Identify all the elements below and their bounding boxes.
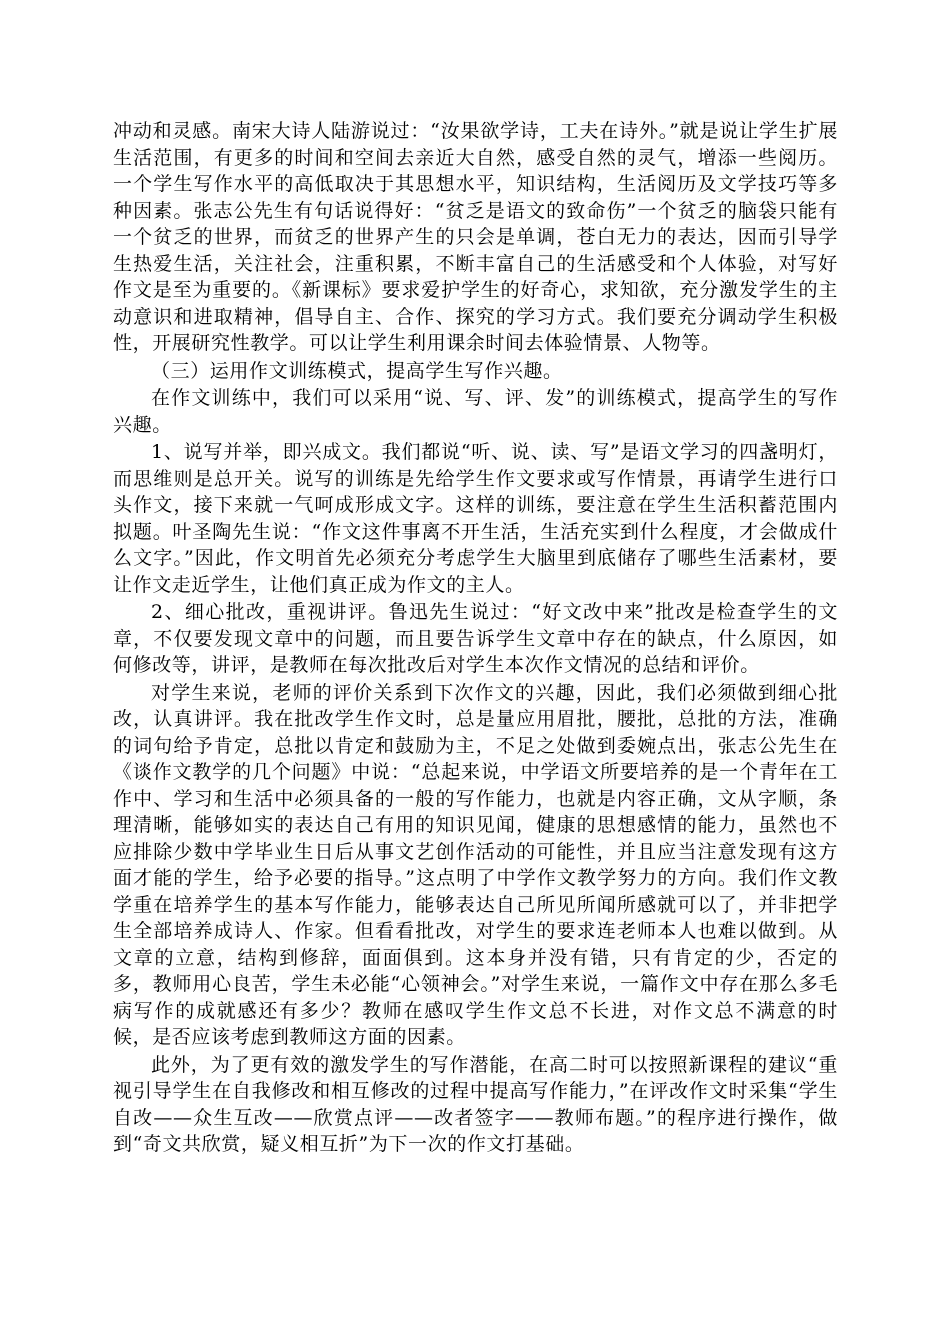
paragraph-point-1: 1、说写并举，即兴成文。我们都说“听、说、读、写”是语文学习的四盏明灯，而思维则是总开关。说写的训练是先给学生作文要求或写作情景，再请学生进行口头作文，接下来就一气呵成形成文字。这样的训练，要注意在学生生活积蓄范围内拟题。叶圣陶先生说：“作文这件事离不开生活，生活充实到什么程度，才会做成什么文字。”因此，作文明首先必须充分考虑学生大脑里到底储存了哪些生活素材，要让作文走近学生，让他们真正成为作文的主人。 <box>113 441 838 596</box>
paragraph-conclusion: 此外，为了更有效的激发学生的写作潜能，在高二时可以按照新课程的建议“重视引导学生在自我修改和相互修改的过程中提高写作能力，”在评改作文时采集“学生自改——众生互改——欣赏点评——改者签字——教师布题。”的程序进行操作，做到“奇文共欣赏，疑义相互折”为下一次的作文打基础。 <box>113 1053 838 1155</box>
paragraph-point-2: 2、细心批改，重视讲评。鲁迅先生说过：“好文改中来”批改是检查学生的文章，不仅要发现文章中的问题，而且要告诉学生文章中存在的缺点，什么原因，如何修改等，讲评，是教师在每次批改后对学生本次作文情况的总结和评价。 <box>113 601 838 676</box>
paragraph-intro: 在作文训练中，我们可以采用“说、写、评、发”的训练模式，提高学生的写作兴趣。 <box>113 387 838 436</box>
document-page <box>113 118 838 1158</box>
paragraph-evaluation: 对学生来说，老师的评价关系到下次作文的兴趣，因此，我们必须做到细心批改，认真讲评。我在批改学生作文时，总是量应用眉批，腰批，总批的方法，准确的词句给予肯定，总批以肯定和鼓励为主，不足之处做到委婉点出，张志公先生在《谈作文教学的几个问题》中说：“总起来说，中学语文所要培养的是一个青年在工作中、学习和生活中必须具备的一般的写作能力，也就是内容正确，文从字顺，条理清晰，能够如实的表达自己有用的知识见闻，健康的思想感情的能力，虽然也不应排除少数中学毕业生日后从事文艺创作活动的可能性，并且应当注意发现有这方面才能的学生，给予必要的指导。”这点明了中学作文教学努力的方向。我们作文教学重在培养学生的基本写作能力，能够表达自己所见所闻所感就可以了，并非把学生全部培养成诗人、作家。但看看批改，对学生的要求连老师本人也难以做到。从文章的立意，结构到修辞，面面俱到。这本身并没有错，只有肯定的少，否定的多，教师用心良苦，学生未必能“心领神会。”对学生来说，一篇作文中存在那么多毛病写作的成就感还有多少？教师在感叹学生作文总不长进，对作文总不满意的时候，是否应该考虑到教师这方面的因素。 <box>113 681 838 1048</box>
paragraph-continuation: 冲动和灵感。南宋大诗人陆游说过：“汝果欲学诗，工夫在诗外。”就是说让学生扩展生活范围，有更多的时间和空间去亲近大自然，感受自然的灵气，增添一些阅历。一个学生写作水平的高低取决于其思想水平，知识结构，生活阅历及文学技巧等多种因素。张志公先生有句话说得好：“贫乏是语文的致命伤”一个贫乏的脑袋只能有一个贫乏的世界，而贫乏的世界产生的只会是单调，苍白无力的表达，因而引导学生热爱生活，关注社会，注重积累，不断丰富自己的生活感受和个人体验，对写好作文是至为重要的。《新课标》要求爱护学生的好奇心，求知欲，充分激发学生的主动意识和进取精神，倡导自主、合作、探究的学习方式。我们要充分调动学生积极性，开展研究性教学。可以让学生利用课余时间去体验情景、人物等。 <box>113 120 838 354</box>
section-heading: （三）运用作文训练模式，提高学生写作兴趣。 <box>151 359 563 382</box>
